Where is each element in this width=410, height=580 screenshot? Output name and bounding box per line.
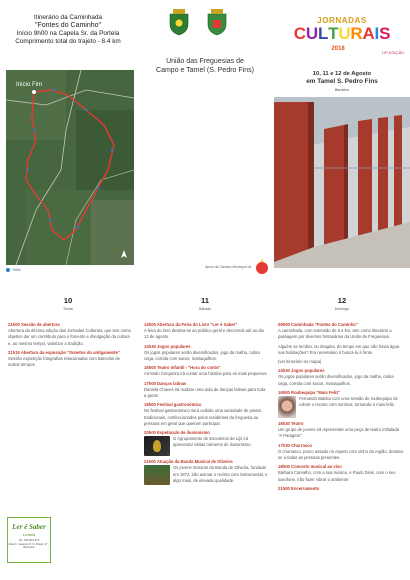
sponsor-municipality (205, 259, 270, 275)
event-description: Bárbara Carvalho, com a sua música, e Paulo Dinis, com o seu saxofone, irão fazer vibrar o ambiente. (278, 470, 396, 482)
event-time: 21h00 (8, 322, 22, 327)
event-title: Sessão de abertura (21, 322, 60, 327)
bookstore-contact (8, 539, 50, 550)
building-illustration (274, 97, 410, 268)
route-map[interactable] (6, 70, 134, 265)
trail-legend (6, 268, 21, 272)
event-description: (ver itinerário no mapa) (278, 359, 322, 365)
event-description: A caminhada, com extensão de 8,4 km, tem como itinerário a passagem por diversos fontanários da União de Freguesias. (278, 328, 392, 340)
event-description: Alguém se lembra, ou imagina, do tempo em que não havia água nas habitações? Era necessário ir buscá-la à fonte. (278, 343, 400, 355)
event-title: Danças latinas (157, 380, 187, 386)
event-time: 17h00 (144, 380, 158, 386)
schedule-event (144, 402, 268, 427)
event-title: Roubequipa "Mais Feliz" (291, 389, 341, 395)
route-title (0, 0, 136, 46)
start-marker (32, 90, 36, 94)
schedule-event (278, 344, 404, 356)
schedule-event (144, 381, 268, 400)
culturais-letter: R (350, 24, 363, 43)
schedule-event (278, 443, 404, 462)
event-time: 17h30 (278, 442, 292, 448)
schedule-event (278, 464, 404, 483)
event-time: 14h00 (144, 322, 157, 327)
event-time: 16h30 (278, 421, 292, 427)
poster-date-range: 10, 11 e 12 de Agosto (312, 71, 372, 77)
route-length: Comprimento total do trajeto - 8.4 km (15, 38, 121, 45)
schedule-event (144, 322, 268, 341)
event-time: 21h00 (144, 459, 157, 465)
event-description: Os jogos populares serão diversificados, jogo da malha, cabra cega, corrida com sacos, matraquilhos. (144, 349, 260, 362)
map-label: Início Fim (16, 82, 43, 88)
event-photo (278, 396, 296, 418)
event-description: Daniela Chaves irá realizar uma aula de danças latinas para toda a gente. (144, 386, 266, 399)
event-time: 09h00 (278, 322, 292, 327)
event-title: Teatro infantil - "Hora do conto" (157, 365, 221, 371)
event-description: Um grupo de jovens irá representar uma peça de teatro intitulada "A Paragem". (278, 427, 400, 439)
event-title: Atuação da Banda Musical de Oliveira (156, 459, 233, 465)
bookstore-logo (7, 517, 51, 563)
route-name: "Fontes do Caminho" (34, 22, 102, 29)
event-time: 21h15 (8, 349, 21, 355)
day-name: Sábado (198, 307, 212, 311)
event-with-photo (278, 396, 404, 418)
event-time: 19h00 (144, 402, 158, 408)
fountain-dot-icon (6, 268, 10, 272)
poster-year: 2018 (331, 46, 345, 52)
route-panel (0, 0, 136, 46)
sponsor-text: Apoio da Câmara Municipal de (205, 265, 252, 269)
schedule-event (144, 365, 268, 377)
culturais-letter: I (374, 24, 380, 43)
event-photo (144, 436, 170, 456)
schedule-event (8, 322, 132, 347)
route-start: Início 9h00 na Capela Sr. da Portela (16, 30, 120, 37)
building-photo (274, 97, 410, 268)
event-description: Abertura da décima edição das Jornadas Culturais, que tem como objetivo dar um contributo para o fomento e divulgação da cultura e, ao mesmo tempo, valorizar a tradição. (8, 328, 131, 346)
culturais-letter: T (328, 24, 339, 43)
schedule-event (278, 359, 404, 365)
bookstore-phone: Tel. 253 804 873 (18, 538, 40, 542)
event-description: No festival gastronómico será exibida uma variedade de pratos tradicionais, confeccionados pelos residentes da freguesia ou pessoas em geral que queiram participar. (144, 408, 262, 426)
schedule-day1 (8, 322, 132, 371)
event-time: 20h00 (144, 430, 158, 436)
route-heading: Itinerário da Caminhada (33, 14, 103, 21)
day-name: Domingo (334, 307, 350, 311)
event-time: 14h30 (278, 368, 292, 374)
poster-venue: Barcelos (335, 88, 349, 92)
event-time: 16h00 (278, 389, 292, 395)
event-title: Jogos populares (291, 368, 325, 374)
poster-panel (274, 0, 410, 270)
bookstore-sub: Livraria (23, 533, 35, 537)
union-panel (137, 0, 273, 290)
schedule-event (8, 350, 132, 369)
poster-jornadas: JORNADAS (317, 16, 367, 25)
event-with-photo (144, 465, 268, 485)
event-title: Churrasco (291, 442, 312, 448)
culturais-letter: U (338, 24, 351, 43)
event-title: Festival gastronómico (157, 402, 202, 408)
event-time: 14h30 (144, 343, 158, 349)
schedule-event (278, 322, 404, 341)
event-title: Concerto musical ao vivo (291, 464, 342, 470)
schedule-event (278, 421, 404, 440)
union-title (137, 57, 273, 75)
rooster-logo-icon (254, 259, 270, 275)
union-line1: União das Freguesias de (166, 58, 244, 65)
event-with-photo (144, 436, 268, 456)
schedule-event (144, 430, 268, 456)
day-header-saturday (137, 296, 273, 311)
schedule-event (278, 486, 404, 492)
bookstore-address: Rua D. Joaquim P. N. Brasil, 37 - Barcelos (8, 541, 50, 550)
event-time: 16h00 (144, 365, 158, 371)
schedule-event (278, 390, 404, 418)
event-description: O Agrupamento de Escuteiros de Lijó irá apresentar várias números de ilusionismo. (173, 436, 252, 448)
event-description: Os jovens músicos da Banda de Oliveira, fundada em 1872, irão animar o recinto com instrumental, e algo mais, de elevada qualidade. (173, 465, 268, 483)
event-title: Abertura da Feira do Livro "Ler é Saber" (156, 322, 238, 327)
day-header-friday (0, 296, 136, 311)
event-description: Sessão exposição fotografias relacionadas com Barcelos de outros tempos. (8, 356, 120, 368)
route-map-svg (6, 70, 134, 265)
day-header-sunday (274, 296, 410, 311)
schedule-event (278, 368, 404, 387)
crest-campo-icon (167, 8, 191, 36)
event-title: Abertura da exposição "Sonetos do antigamente" (20, 349, 120, 355)
poster-culturais (274, 24, 410, 44)
event-description: Os jogos populares serão diversificados, jogo da malha, cabra cega, corrida com sacos, matraquilhos. (278, 374, 394, 386)
day-number: 11 (200, 296, 210, 305)
event-description: A feira do livro destina-se ao público geral e decorrerá até ao dia 12 de agosto. (144, 328, 264, 340)
union-line2: Campo e Tamel (S. Pedro Fins) (156, 67, 254, 74)
event-title: Encerramento (291, 485, 320, 491)
event-heading (278, 486, 404, 492)
event-title: Teatro (291, 421, 304, 427)
event-description: Fernando Batista com uma sessão de roubequipa irá colorir o recinto com sorrisos, tornando-o mais feliz. (299, 396, 398, 408)
crest-tamel-icon (205, 8, 229, 36)
day-name: Sexta (63, 307, 73, 311)
culturais-letter: S (379, 24, 391, 43)
schedule-event (144, 459, 268, 485)
culturais-letter: U (305, 24, 318, 43)
day-number: 12 (337, 296, 347, 305)
event-description: O churrasco, porco assado no espeto com vinho da região, destina-se a todas as pessoas presentes. (278, 448, 404, 461)
culturais-letter: L (317, 24, 329, 43)
schedule-day3 (278, 322, 404, 495)
culturais-letter: A (362, 24, 375, 43)
event-title: Jogos populares (157, 343, 191, 349)
poster-edition: 10ª EDIÇÃO (381, 50, 404, 55)
culturais-letter: C (293, 24, 306, 43)
trail-legend-label: Trilho (12, 268, 21, 272)
bookstore-title: Ler é Saber (12, 523, 46, 531)
day-number: 10 (63, 296, 73, 305)
event-title: Espetáculo de ilusionismo (157, 430, 210, 436)
event-time: 21h00 (278, 485, 292, 491)
poster-dates (274, 70, 410, 86)
crest-row (167, 8, 229, 36)
poster-place: em Tamel S. Pedro Fins (306, 78, 378, 85)
schedule-event (144, 344, 268, 363)
event-title: Caminhada "Fontes do Caminho" (291, 322, 358, 327)
schedule-day2 (144, 322, 268, 488)
event-photo (144, 465, 170, 485)
event-time: 18h00 (278, 464, 292, 470)
event-description: Armindo Cerqueira irá contar uma história para os mais pequenos. (144, 371, 268, 377)
